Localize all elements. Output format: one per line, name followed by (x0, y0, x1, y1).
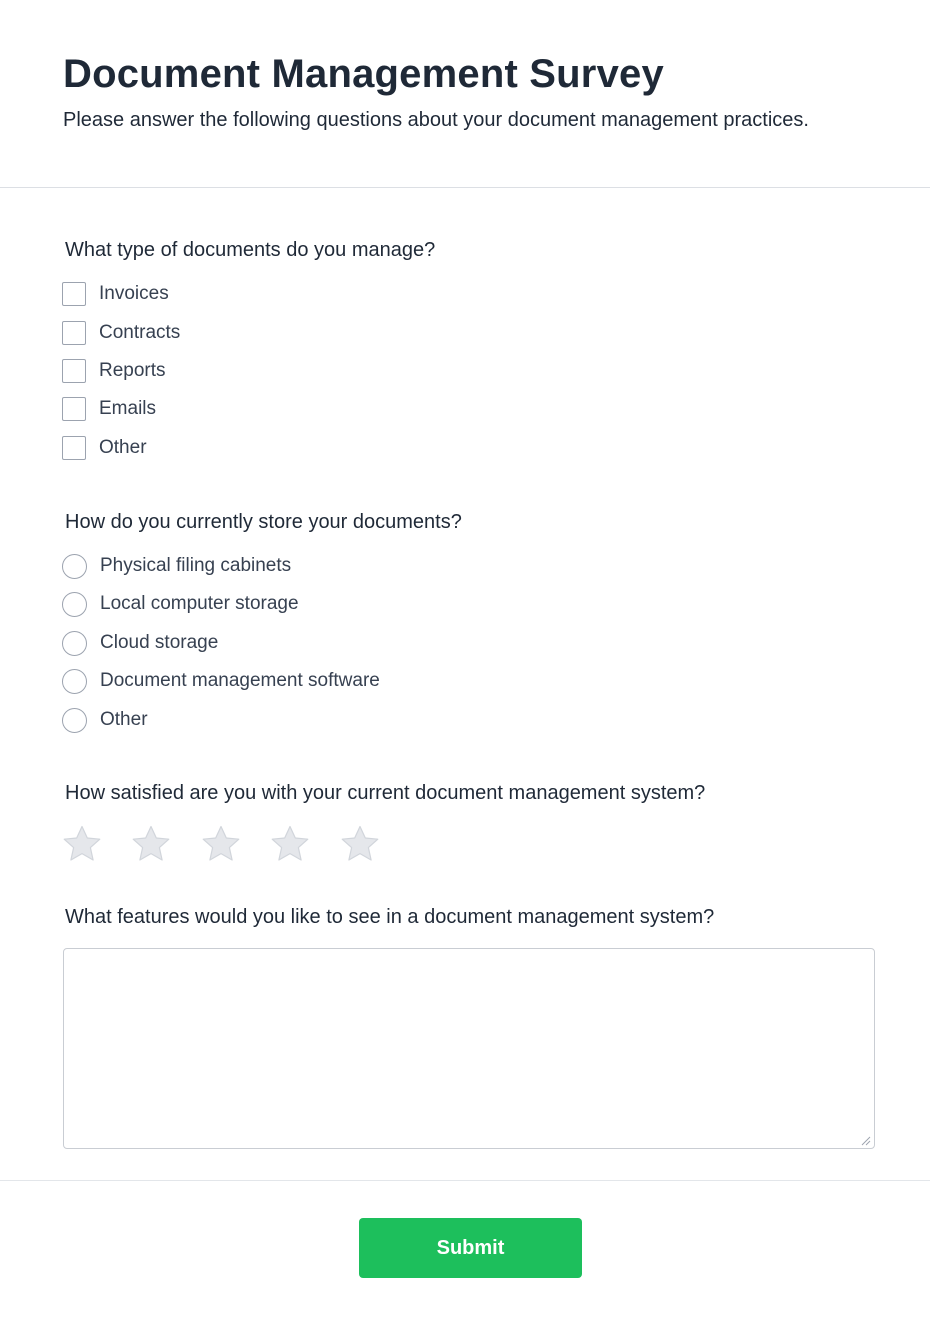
option-label: Invoices (99, 283, 169, 304)
option-label: Emails (99, 398, 157, 419)
question-document-types: What type of documents do you manage? (65, 239, 436, 261)
radio-button[interactable] (62, 554, 87, 579)
radio-option-other[interactable] (62, 707, 148, 733)
option-label: Local computer storage (100, 593, 299, 614)
radio-button[interactable] (62, 592, 87, 617)
star-icon[interactable] (270, 824, 310, 864)
option-label: Other (100, 709, 148, 730)
option-label: Cloud storage (100, 632, 219, 653)
checkbox[interactable] (62, 321, 86, 345)
checkbox-option-invoices[interactable] (62, 281, 169, 307)
radio-option-document-management-software[interactable] (62, 668, 380, 694)
option-label: Reports (99, 360, 166, 381)
radio-option-cloud-storage[interactable] (62, 630, 218, 656)
radio-button[interactable] (62, 631, 87, 656)
question-desired-features: What features would you like to see in a document management system? (65, 906, 715, 928)
checkbox[interactable] (62, 282, 86, 306)
star-icon[interactable] (201, 824, 241, 864)
features-textarea[interactable] (63, 948, 875, 1149)
radio-button[interactable] (62, 708, 87, 733)
option-label: Contracts (99, 322, 181, 343)
question-storage-method: How do you currently store your documents? (65, 511, 462, 533)
submit-button[interactable]: Submit (359, 1218, 582, 1278)
checkbox[interactable] (62, 436, 86, 460)
option-label: Other (99, 437, 147, 458)
page-subtitle: Please answer the following questions about your document management practices. (63, 109, 809, 131)
resize-handle-icon[interactable] (859, 1133, 871, 1145)
checkbox-option-contracts[interactable] (62, 320, 180, 346)
star-icon[interactable] (340, 824, 380, 864)
star-icon[interactable] (62, 824, 102, 864)
page-title: Document Management Survey (63, 52, 664, 96)
option-label: Document management software (100, 670, 380, 691)
star-icon[interactable] (131, 824, 171, 864)
checkbox-option-other[interactable] (62, 435, 147, 461)
question-satisfaction: How satisfied are you with your current document management system? (65, 782, 706, 804)
checkbox-option-emails[interactable] (62, 396, 156, 422)
survey-header (0, 0, 930, 188)
checkbox[interactable] (62, 359, 86, 383)
radio-option-local-computer-storage[interactable] (62, 591, 299, 617)
option-label: Physical filing cabinets (100, 555, 292, 576)
radio-option-physical-filing-cabinets[interactable] (62, 553, 291, 579)
radio-button[interactable] (62, 669, 87, 694)
checkbox-option-reports[interactable] (62, 358, 166, 384)
checkbox[interactable] (62, 397, 86, 421)
